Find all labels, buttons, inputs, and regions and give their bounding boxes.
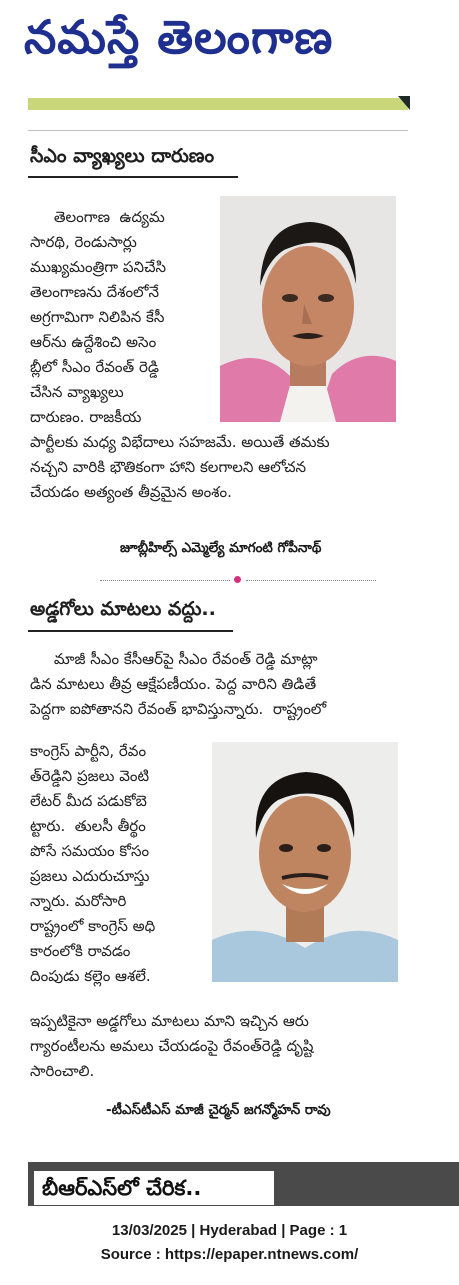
text-line: దారుణం. రాజకీయ (30, 408, 142, 426)
text-line: ప్రజలు ఎదురుచూస్తు (30, 867, 150, 885)
article2-headline: అడ్డగోలు మాటలు వద్దు.. (30, 598, 216, 620)
text-line: దింపుడు కల్లెం ఆశలే. (30, 967, 151, 985)
text-line: నచ్చని వారికి భౌతికంగా హాని కలగాలని ఆలోచన (30, 458, 307, 476)
text-line: తెలంగాణ ఉద్యమ (30, 208, 165, 226)
article1-headline: సీఎం వ్యాఖ్యలు దారుణం (30, 145, 215, 167)
headline-underline (28, 176, 238, 178)
text-line: చేసిన వ్యాఖ్యలు (30, 383, 124, 401)
text-line: చేయడం అత్యంత తీవ్రమైన అంశం. (30, 483, 232, 501)
next-article-headline: బీఆర్‌ఎస్‌లో చేరిక.. (34, 1171, 274, 1205)
text-line: బ్లీలో సీఎం రేవంత్ రెడ్డి (30, 358, 159, 376)
text-line: ఇప్పటికైనా అడ్డగోలు మాటలు మాని ఇచ్చిన ఆరు (30, 1012, 309, 1030)
text-line: పోసే సమయం కోసం (30, 842, 150, 860)
text-line: సారథి, రెండుసార్లు (30, 233, 137, 251)
newspaper-logo: నమస్తే తెలంగాణ (24, 10, 334, 64)
divider (28, 130, 408, 131)
text-line: డిన మాటలు తీవ్ర ఆక్షేపణీయం. పెద్ద వారిని తిడితే (30, 675, 317, 693)
man-portrait-icon (212, 742, 398, 982)
text-line: లేటర్ మీద పడుకోబె (30, 792, 147, 810)
man-portrait-icon (220, 196, 396, 422)
masthead (0, 0, 459, 118)
text-line: ట్టారు. తులసీ తీర్థం (30, 817, 146, 835)
text-line: కారంలోకి రావడం (30, 942, 131, 960)
text-line: పార్టీలకు మధ్య విభేదాలు సహజమే. అయితే తమకు (30, 433, 330, 451)
text-line: త్‌రెడ్డిని ప్రజలు వెంటి (30, 767, 150, 785)
masthead-rule (28, 98, 408, 110)
headline-underline (28, 630, 233, 632)
text-line: సారించాలి. (30, 1062, 95, 1080)
article1-byline: జూబ్లీహిల్స్ ఎమ్మెల్యే మాగంటి గోపీనాథ్ (120, 540, 322, 556)
dotted-divider (246, 580, 376, 582)
text-line: రాష్ట్రంలో కాంగ్రెస్ అధి (30, 917, 156, 935)
text-line: గ్యారంటీలను అమలు చేయడంపై రేవంత్‌రెడ్డి దృష్టి (30, 1037, 314, 1055)
text-line: మాజీ సీఎం కేసీఆర్‌పై సీఎం రేవంత్ రెడ్డి మాట్లా (30, 650, 318, 668)
article2-photo (212, 742, 398, 982)
dotted-divider (100, 580, 230, 582)
text-line: తెలంగాణను దేశంలోనే (30, 283, 160, 301)
separator-dot-icon (234, 576, 241, 583)
text-line: న్నారు. మరోసారి (30, 892, 127, 910)
article1-photo (220, 196, 396, 422)
footer-date-line: 13/03/2025 | Hyderabad | Page : 1 (111, 1222, 348, 1239)
text-line: ఆర్‌ను ఉద్దేశించి అసెం (30, 333, 157, 351)
article2-byline: -టీఎస్‌టీఎస్ మాజీ చైర్మన్ జగన్మోహన్ రావు (106, 1102, 331, 1118)
text-line: ముఖ్యమంత్రిగా పనిచేసి (30, 258, 167, 276)
masthead-arrow-icon (398, 96, 410, 110)
text-line: కాంగ్రెస్ పార్టీని, రేవం (30, 742, 147, 760)
text-line: అగ్రగామిగా నిలిపిన కేసీ (30, 308, 165, 326)
text-line: పెద్దగా ఐపోతానని రేవంత్ భావిస్తున్నారు. రాష్ట్రంలో (30, 700, 327, 718)
footer-source-line: Source : https://epaper.ntnews.com/ (100, 1246, 359, 1263)
